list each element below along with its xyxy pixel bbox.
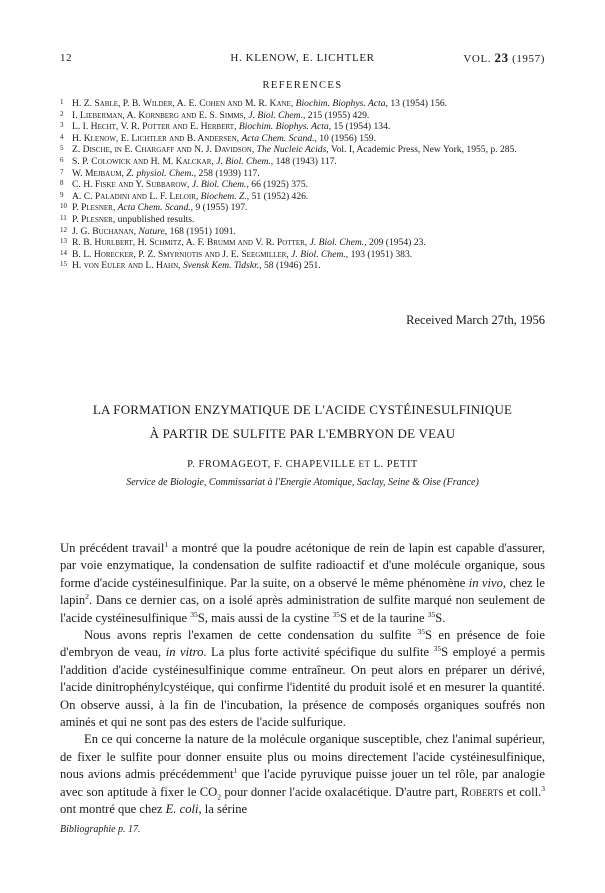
references-list [60, 98, 550, 272]
reference-authors: H. Klenow, E. Lichtler and B. Andersen, [72, 132, 240, 144]
text-run: que l'acide pyruvique puisse jouer un tel rôle, par analogie avec son aptitude à fixer le CO [60, 767, 546, 799]
reference-item [60, 214, 550, 226]
article-title-line-2: À PARTIR DE SULFITE PAR L'EMBRYON DE VEAU [149, 426, 456, 441]
text-run: ont montré que chez [60, 802, 166, 817]
reference-authors: I. Lieberman, A. Kornberg and E. S. Simms, [72, 109, 246, 121]
reference-authors: S. P. Colowick and H. M. Kalckar, [72, 155, 214, 167]
text-run: . Dans ce dernier cas, on a isolé après administration de sulfite marqué non seulement de l'acide cystéinesulfinique [60, 593, 545, 625]
italic-run: in vivo [468, 575, 503, 590]
reference-number: 11 [60, 213, 67, 222]
reference-details: 193 (1951) 383. [350, 248, 413, 260]
reference-journal: Biochim. Biophys. Acta, [238, 121, 332, 133]
author-names-1: P. FROMAGEOT, F. CHAPEVILLE [187, 459, 356, 470]
article-title [60, 398, 545, 446]
reference-item [60, 179, 550, 191]
reference-number: 6 [60, 155, 64, 164]
reference-authors: P. Plesner, [72, 213, 116, 225]
reference-number: 5 [60, 144, 64, 153]
text-run: , chez le lapin [60, 575, 545, 608]
reference-item [60, 133, 550, 145]
text-run: pour donner l'acide oxalacétique. D'autre part, [221, 784, 462, 799]
reference-authors: C. H. Fiske and Y. Subbarow, [72, 179, 190, 191]
volume-number: 23 [494, 50, 509, 65]
reference-number: 13 [60, 237, 67, 246]
reference-item [60, 237, 550, 249]
reference-details: unpublished results. [117, 213, 195, 225]
references-heading: REFERENCES [262, 80, 343, 91]
isotope-sup: 35 [190, 609, 198, 619]
reference-journal: J. Biol. Chem., [216, 155, 274, 167]
text-run: et coll. [503, 784, 542, 799]
reference-journal: J. Biol. Chem., [291, 248, 349, 260]
volume-label: VOL. [463, 53, 492, 65]
italic-run: E. coli [165, 802, 199, 817]
isotope-sup: 35 [427, 609, 436, 619]
article-title-line-1: LA FORMATION ENZYMATIQUE DE L'ACIDE CYSTÉINESULFINIQUE [92, 402, 513, 417]
volume-info [463, 50, 545, 66]
reference-item [60, 249, 550, 261]
article-body [60, 540, 545, 819]
reference-journal: Nature, [138, 225, 168, 237]
subscript: 2 [217, 792, 222, 802]
running-head [60, 52, 545, 68]
isotope-sup: 35 [417, 626, 425, 636]
small-caps-run: Roberts [461, 784, 504, 799]
reference-number: 4 [60, 132, 64, 141]
volume-year: (1957) [512, 53, 545, 65]
citation-sup: 1 [164, 539, 169, 549]
author-names-2: L. PETIT [373, 459, 418, 470]
text-run: . La plus forte activité spécifique du sulfite [203, 645, 434, 660]
reference-journal: The Nucleic Acids, [256, 144, 329, 156]
reference-authors: H. von Euler and L. Hahn, [72, 260, 181, 272]
reference-number: 15 [60, 260, 67, 269]
text-run: , la sérine [198, 802, 248, 817]
reference-journal: Biochem. Z., [200, 190, 250, 202]
reference-item [60, 156, 550, 168]
text-run: S en présence de foie d'embryon de veau, [60, 628, 545, 660]
author-conjunction: ET [358, 459, 371, 469]
reference-authors: P. Plesner, [72, 202, 116, 214]
reference-item [60, 121, 550, 133]
reference-details: 209 (1954) 23. [369, 237, 426, 249]
article-authors [0, 459, 605, 470]
reference-journal: Svensk Kem. Tidskr., [182, 260, 262, 272]
reference-item [60, 260, 550, 272]
running-head-authors: H. KLENOW, E. LICHTLER [230, 52, 375, 64]
reference-authors: B. L. Horecker, P. Z. Smyrniotis and J. E. Seegmiller, [72, 248, 289, 260]
text-run: S. [435, 610, 446, 625]
reference-journal: J. Biol. Chem., [248, 109, 306, 121]
reference-number: 10 [60, 202, 67, 211]
reference-details: 51 (1952) 426. [251, 190, 309, 202]
reference-authors: A. C. Paladini and L. F. Leloir, [72, 190, 199, 202]
reference-number: 12 [60, 225, 67, 234]
reference-journal: Acta Chem. Scand., [241, 132, 317, 144]
citation-sup: 1 [233, 766, 238, 776]
reference-journal: J. Biol. Chem., [309, 237, 367, 249]
reference-journal: Z. physiol. Chem., [126, 167, 197, 179]
reference-authors: L. I. Hecht, V. R. Potter and E. Herbert, [72, 121, 237, 133]
reference-details: 215 (1955) 429. [307, 109, 370, 121]
reference-details: 10 (1956) 159. [319, 132, 377, 144]
reference-number: 9 [60, 190, 64, 199]
reference-details: 66 (1925) 375. [251, 179, 309, 191]
text-run: En ce qui concerne la nature de la molécule organique susceptible, chez l'animal supérieur, de fixer le sulfite pour donner ensuite plus ou moins directement l'acide cystéinesulfinique, nous avions admis précédemment [60, 732, 545, 782]
paragraph-1 [60, 540, 545, 627]
reference-details: 15 (1954) 134. [333, 121, 391, 133]
received-date: Received March 27th, 1956 [406, 313, 545, 327]
reference-authors: R. B. Hurlbert, H. Schmitz, A. F. Brumm and V. R. Potter, [72, 237, 308, 249]
text-run: S et de la taurine [339, 610, 428, 625]
reference-item [60, 191, 550, 203]
reference-details: 148 (1943) 117. [275, 155, 337, 167]
isotope-sup: 35 [332, 609, 340, 619]
reference-item [60, 144, 550, 156]
reference-number: 7 [60, 167, 64, 176]
reference-journal: J. Biol. Chem., [191, 179, 249, 191]
reference-number: 8 [60, 179, 64, 188]
isotope-sup: 35 [433, 644, 442, 654]
reference-number: 14 [60, 248, 67, 257]
reference-number: 3 [60, 121, 64, 130]
reference-journal: Biochim. Biophys. Acta, [295, 98, 388, 109]
paragraph-2 [60, 627, 545, 731]
reference-details: Vol. I, Academic Press, New York, 1955, p. 285. [330, 144, 517, 156]
affiliation: Service de Biologie, Commissariat à l'Energie Atomique, Saclay, Seine & Oise (France) [126, 477, 479, 488]
reference-item [60, 226, 550, 238]
reference-authors: H. Z. Sable, P. B. Wilder, A. E. Cohen and M. R. Kane, [72, 98, 294, 109]
reference-authors: J. G. Buchanan, [72, 225, 137, 237]
text-run: S employé a permis l'addition d'acide cystéinesulfinique comme entraîneur. On peut alors en préparer un dérivé, l'acide dinitrophénylcystéique, qui confirme l'identité du produit isolé et en mesurer la quantité. On observe aussi, à la fin de l'incubation, la présence de composés organiques soufrés non aminés et qui ne sont pas des esters de l'acide sulfurique. [60, 645, 545, 730]
reference-number: 2 [60, 109, 64, 118]
reference-item [60, 168, 550, 180]
text-run: S, mais aussi de la cystine [197, 610, 333, 625]
bibliography-note: Bibliographie p. 17. [60, 824, 141, 835]
reference-item [60, 98, 550, 110]
reference-details: 58 (1946) 251. [263, 260, 321, 272]
citation-sup: 3 [541, 783, 545, 793]
paragraph-3 [60, 731, 545, 818]
reference-authors: Z. Dische, in E. Chargaff and N. J. Davidson, [72, 144, 255, 156]
reference-details: 13 (1954) 156. [390, 98, 448, 109]
text-run: Nous avons repris l'examen de cette condensation du sulfite [84, 628, 418, 643]
reference-details: 9 (1955) 197. [195, 202, 248, 214]
citation-sup: 2 [85, 592, 89, 602]
text-run: Un précédent travail [60, 541, 165, 555]
reference-details: 168 (1951) 1091. [169, 225, 236, 237]
reference-item [60, 202, 550, 214]
text-run: a montré que la poudre acétonique de rein de lapin est capable d'assurer, par voie enzymatique, la condensation de sulfite radioactif et d'une molécule organique, sous forme d'acide cystéinesulfinique. Par la suite, on a observé le même phénomène [60, 541, 545, 590]
page-number: 12 [60, 52, 73, 64]
reference-authors: W. Mejbaum, [72, 167, 124, 179]
reference-item [60, 110, 550, 122]
reference-number: 1 [60, 98, 64, 106]
reference-journal: Acta Chem. Scand., [117, 202, 194, 214]
reference-details: 258 (1939) 117. [198, 167, 260, 179]
italic-run: in vitro [165, 645, 204, 660]
